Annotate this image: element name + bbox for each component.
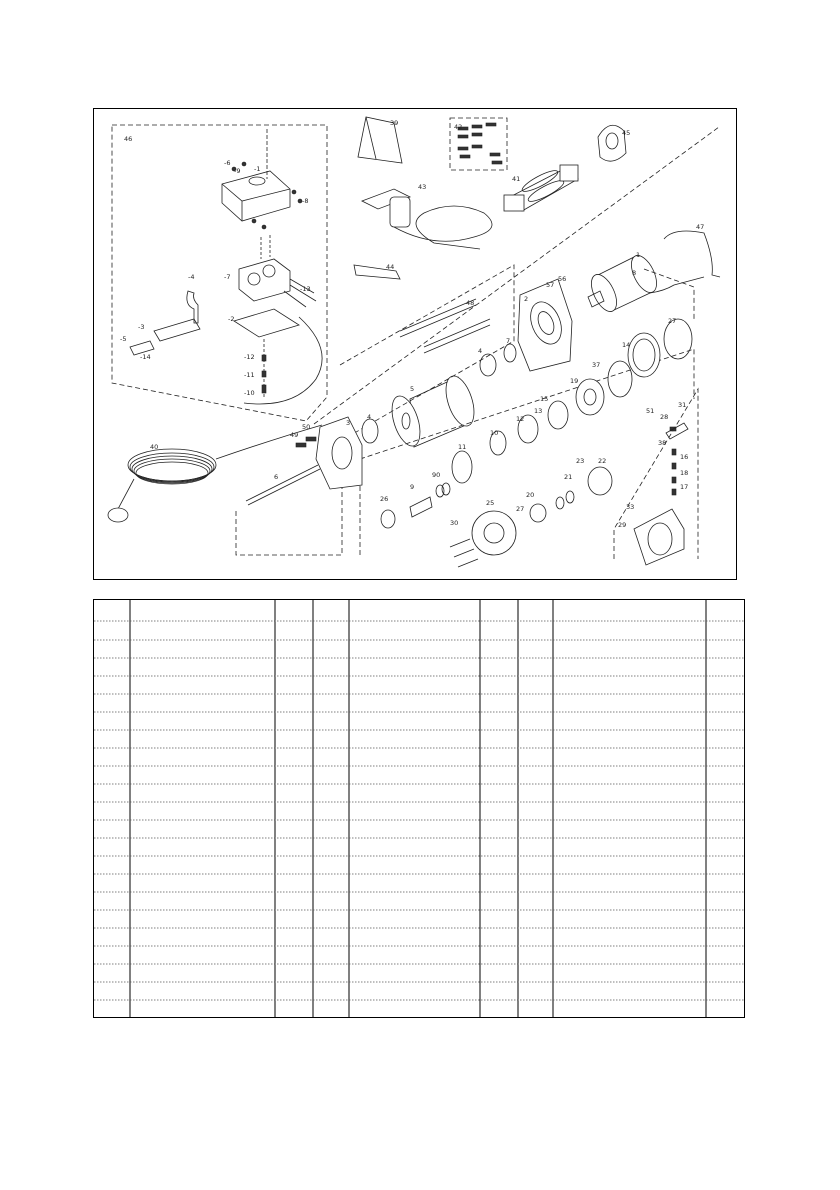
- svg-text:51: 51: [646, 407, 655, 415]
- bushing: [504, 344, 516, 362]
- svg-text:39: 39: [390, 119, 399, 127]
- svg-text:-4: -4: [188, 273, 195, 281]
- svg-text:42: 42: [454, 123, 463, 131]
- svg-text:16: 16: [680, 453, 689, 461]
- svg-text:8: 8: [632, 269, 637, 277]
- svg-text:9: 9: [410, 483, 415, 491]
- svg-text:48: 48: [466, 299, 475, 307]
- wire-rope: [108, 425, 322, 522]
- svg-text:19: 19: [570, 377, 579, 385]
- power-cable: [664, 231, 720, 277]
- shaft-parts: [381, 483, 450, 528]
- svg-text:18: 18: [680, 469, 689, 477]
- svg-text:30: 30: [450, 519, 459, 527]
- long-bolts: [450, 539, 478, 567]
- svg-text:56: 56: [558, 275, 567, 283]
- svg-text:47: 47: [696, 223, 705, 231]
- svg-text:-7: -7: [224, 273, 231, 281]
- parts-table: [93, 599, 745, 1018]
- svg-text:37: 37: [592, 361, 601, 369]
- base-plate: [234, 309, 299, 337]
- drum: [387, 373, 480, 450]
- lever: [187, 291, 198, 323]
- svg-text:7: 7: [506, 337, 511, 345]
- svg-text:3: 3: [346, 419, 351, 427]
- bolt-set: [458, 123, 502, 164]
- svg-text:-9: -9: [234, 167, 241, 175]
- svg-text:33: 33: [626, 503, 635, 511]
- svg-text:4: 4: [478, 347, 483, 355]
- ring: [480, 354, 496, 376]
- svg-text:20: 20: [526, 491, 535, 499]
- svg-text:-5: -5: [120, 335, 127, 343]
- svg-text:-14: -14: [140, 353, 151, 361]
- svg-text:-2: -2: [228, 315, 235, 323]
- svg-text:38: 38: [658, 439, 667, 447]
- ring-gears: [608, 319, 692, 397]
- drive-shaft: [246, 465, 320, 505]
- svg-text:14: 14: [622, 341, 631, 349]
- svg-text:43: 43: [418, 183, 427, 191]
- exploded-parts-diagram: [93, 108, 737, 580]
- svg-text:46: 46: [124, 135, 133, 143]
- small-bolts: [296, 437, 316, 447]
- svg-text:28: 28: [660, 413, 669, 421]
- svg-text:-11: -11: [244, 371, 255, 379]
- svg-text:57: 57: [546, 281, 555, 289]
- end-bracket: [316, 417, 362, 489]
- roller-fairlead: [504, 165, 578, 211]
- carrier-assembly: [472, 467, 612, 555]
- svg-text:40: 40: [150, 443, 159, 451]
- diagram-drawing: [94, 109, 736, 579]
- svg-text:1: 1: [636, 251, 641, 259]
- svg-text:11: 11: [458, 443, 467, 451]
- motor: [586, 252, 704, 316]
- svg-text:21: 21: [564, 473, 573, 481]
- svg-text:-1: -1: [254, 165, 261, 173]
- svg-text:13: 13: [534, 407, 543, 415]
- svg-text:45: 45: [622, 129, 631, 137]
- svg-text:5: 5: [410, 385, 415, 393]
- end-cover: [634, 509, 684, 565]
- remote-control-box: [112, 125, 327, 421]
- svg-text:29: 29: [618, 521, 627, 529]
- svg-text:49: 49: [290, 431, 299, 439]
- svg-text:17: 17: [680, 483, 689, 491]
- svg-text:22: 22: [598, 457, 607, 465]
- svg-text:31: 31: [678, 401, 687, 409]
- switch-housing: [222, 129, 290, 221]
- remote-control: [362, 189, 492, 249]
- svg-text:4: 4: [367, 413, 372, 421]
- svg-text:15: 15: [540, 395, 549, 403]
- svg-text:-8: -8: [302, 197, 309, 205]
- svg-text:12: 12: [516, 415, 525, 423]
- svg-text:50: 50: [302, 423, 311, 431]
- svg-text:25: 25: [486, 499, 495, 507]
- end-housing: [518, 279, 572, 371]
- svg-text:-6: -6: [224, 159, 231, 167]
- svg-text:41: 41: [512, 175, 521, 183]
- spring-rod: [154, 319, 200, 341]
- svg-text:26: 26: [380, 495, 389, 503]
- svg-text:27: 27: [668, 317, 677, 325]
- svg-text:-10: -10: [244, 389, 255, 397]
- svg-text:2: 2: [524, 295, 529, 303]
- svg-text:27: 27: [516, 505, 525, 513]
- svg-text:10: 10: [490, 429, 499, 437]
- parts-table-grid: [94, 600, 744, 1017]
- svg-text:23: 23: [576, 457, 585, 465]
- svg-text:44: 44: [386, 263, 395, 271]
- solenoid-block: [239, 235, 316, 307]
- svg-text:-12: -12: [244, 353, 255, 361]
- gear-train: [452, 379, 607, 483]
- svg-text:90: 90: [432, 471, 441, 479]
- shaft-section: [236, 473, 342, 555]
- svg-text:6: 6: [274, 473, 279, 481]
- svg-text:-13: -13: [300, 285, 311, 293]
- svg-text:-3: -3: [138, 323, 145, 331]
- tie-bar: [400, 299, 476, 337]
